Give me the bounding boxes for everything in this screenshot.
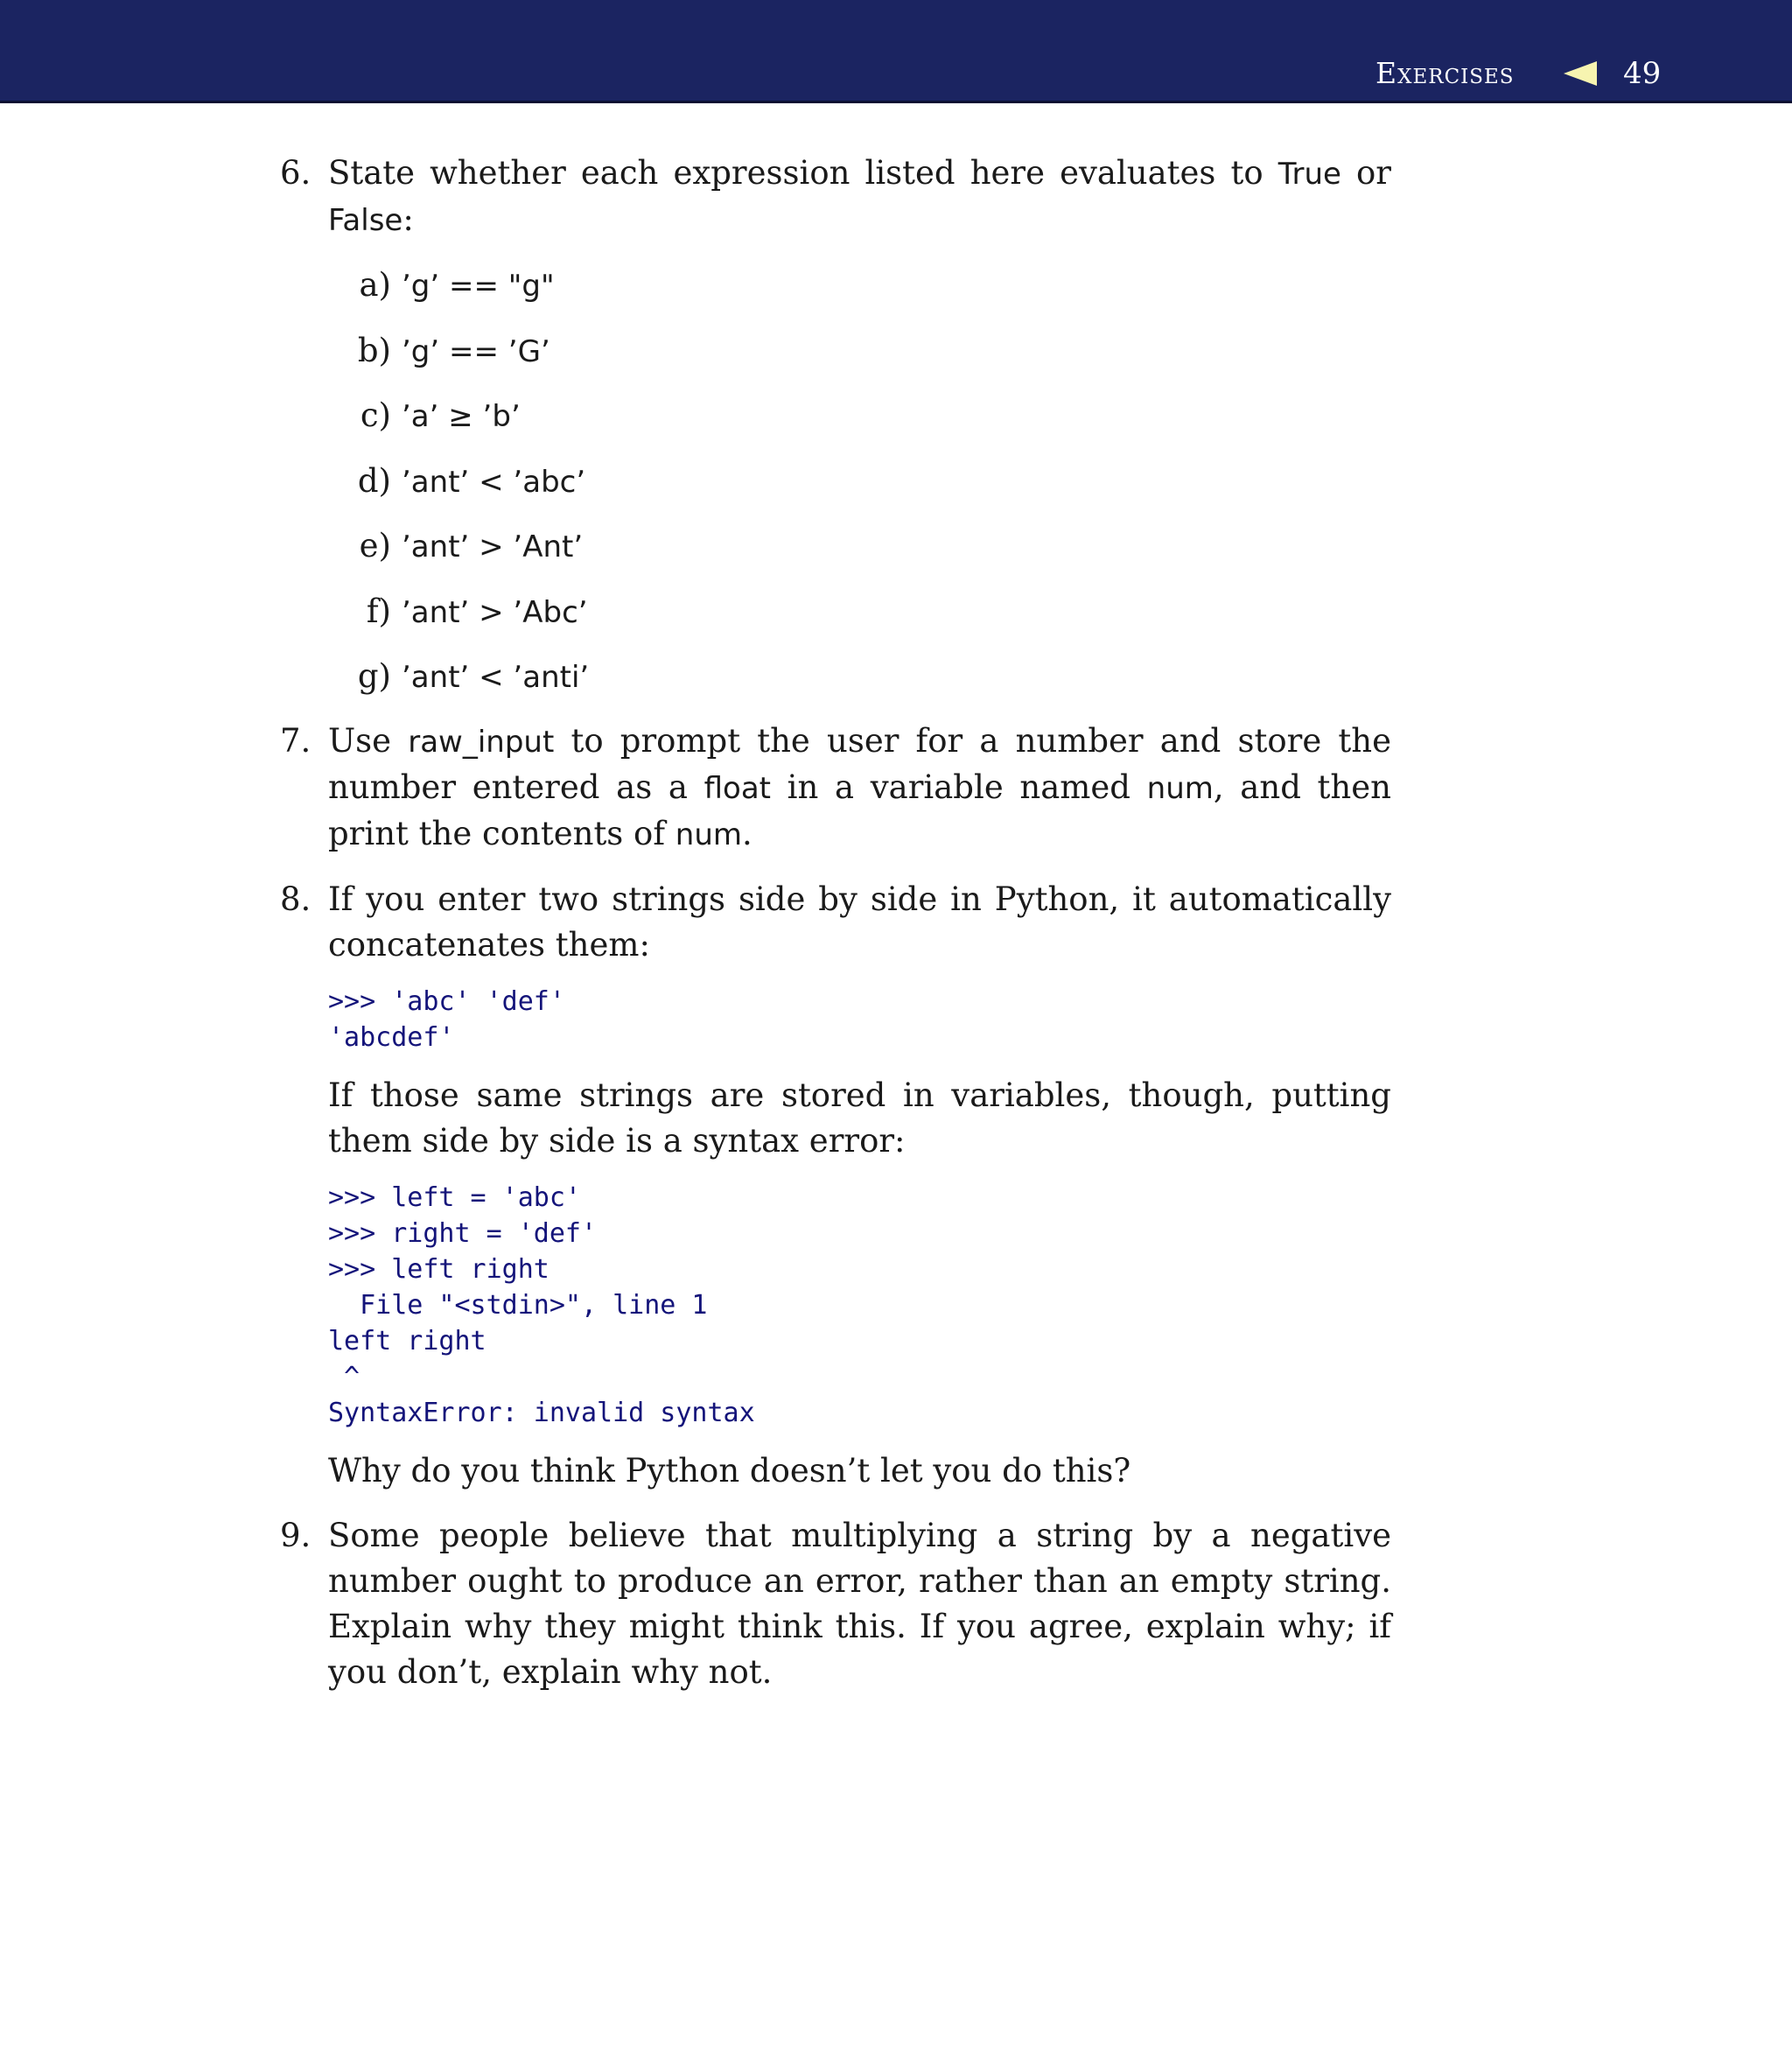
code-line: >>> left = 'abc' — [328, 1182, 581, 1213]
expression: ’ant’ > ’Ant’ — [402, 529, 584, 564]
left-triangle-icon — [1564, 61, 1597, 86]
expression: ’g’ == "g" — [402, 269, 555, 304]
page-number: 49 — [1623, 56, 1662, 91]
expression: ’ant’ > ’Abc’ — [402, 594, 588, 630]
item-label: c) — [360, 396, 391, 434]
item-label: g) — [357, 657, 391, 695]
code-block-syntax-error — [328, 1180, 1391, 1431]
expression: ’ant’ < ’anti’ — [402, 660, 590, 695]
code-line: left right — [328, 1326, 486, 1356]
expression-list — [328, 263, 1391, 699]
expression-item-c — [328, 393, 1391, 438]
exercise-number: 8. — [280, 880, 312, 918]
prompt-text: or — [1340, 154, 1391, 192]
expression: ’ant’ < ’abc’ — [402, 464, 586, 500]
exercise-number: 7. — [280, 722, 312, 760]
expression-item-d — [328, 459, 1391, 504]
item-label: b) — [357, 331, 391, 369]
exercise-9-text: Some people believe that multiplying a string by a negative number ought to produce an error, rather than an empty string. Explain why they might think this. If you agree, explain why; if you don’t, explain why not. — [328, 1517, 1391, 1691]
code-line: SyntaxError: invalid syntax — [328, 1398, 755, 1428]
exercise-7-text — [328, 719, 1391, 858]
item-label: f) — [366, 592, 391, 630]
code-term: raw_input — [408, 725, 555, 760]
true-keyword: True — [1278, 157, 1341, 192]
prompt-text: : — [402, 200, 414, 238]
expression-item-a — [328, 263, 1391, 308]
exercise-8-question: Why do you think Python doesn’t let you do this? — [328, 1452, 1131, 1490]
body-text: . — [742, 815, 752, 852]
expression-item-e — [328, 523, 1391, 569]
body-text: to prompt the user for a number and store the number entered as a — [328, 722, 1391, 806]
item-label: e) — [359, 527, 391, 564]
exercise-6 — [280, 151, 1391, 699]
exercise-8 — [280, 877, 1391, 1494]
header-title: Exercises — [1376, 56, 1515, 90]
exercise-8-middle: If those same strings are stored in variables, though, putting them side by side is a syntax error: — [328, 1076, 1391, 1160]
code-line: >>> right = 'def' — [328, 1218, 598, 1249]
expression: ’g’ == ’G’ — [402, 333, 550, 369]
exercise-8-intro: If you enter two strings side by side in Python, it automatically concatenates them: — [328, 880, 1391, 964]
code-line: 'abcdef' — [328, 1022, 455, 1053]
running-header — [0, 0, 1792, 103]
exercise-9 — [280, 1513, 1391, 1695]
code-line: File "<stdin>", line 1 — [328, 1290, 708, 1321]
code-term: float — [704, 771, 771, 806]
exercise-number: 9. — [280, 1517, 312, 1554]
false-keyword: False — [328, 203, 403, 238]
code-line: >>> left right — [328, 1254, 550, 1285]
exercise-number: 6. — [280, 154, 312, 192]
prompt-text: State whether each expression listed here evaluates to — [328, 154, 1278, 192]
item-label: a) — [359, 266, 391, 304]
item-label: d) — [357, 461, 391, 500]
body-text: in a variable named — [771, 768, 1147, 806]
expression-item-b — [328, 328, 1391, 374]
body-text: Use — [328, 722, 409, 760]
exercise-6-prompt — [328, 151, 1391, 243]
code-block-concat — [328, 984, 1391, 1055]
code-line: >>> 'abc' 'def' — [328, 986, 565, 1017]
expression-item-f — [328, 589, 1391, 634]
exercise-7 — [280, 719, 1391, 858]
code-term: num — [675, 817, 743, 852]
expression-item-g — [328, 654, 1391, 699]
code-line: ^ — [328, 1362, 360, 1392]
code-term: num — [1146, 771, 1214, 806]
exercise-list — [280, 151, 1391, 1714]
expression: ’a’ ≥ ’b’ — [402, 399, 521, 434]
body-text: , and then print the contents of — [328, 768, 1391, 852]
